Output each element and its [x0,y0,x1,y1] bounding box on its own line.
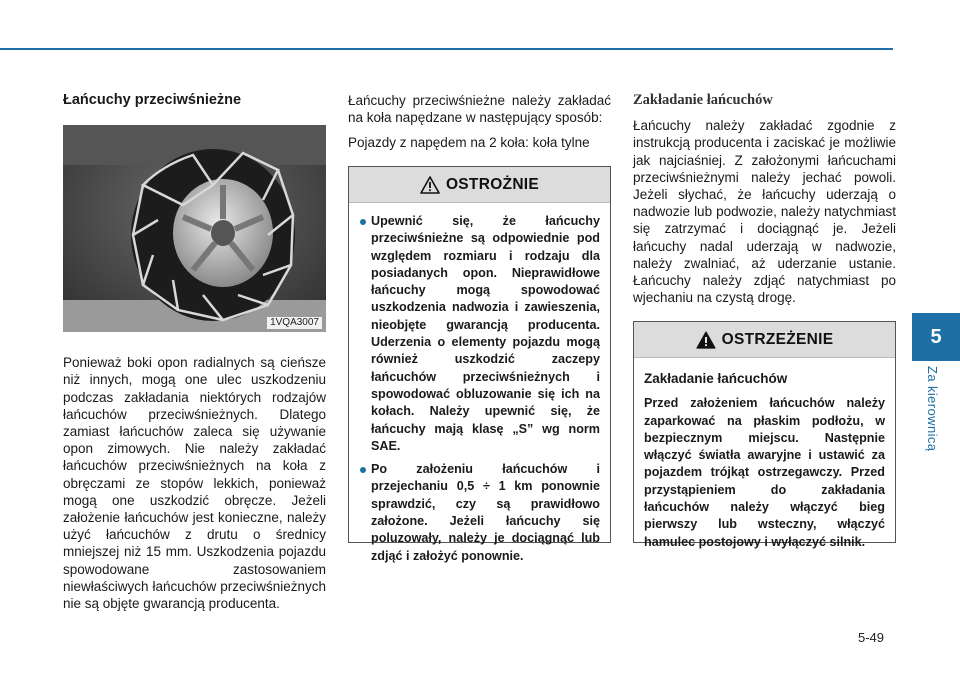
caution-box [348,166,611,563]
warning-title: Zakładanie łańcuchów [644,371,788,386]
section-title-chain-installation: Zakładanie łańcuchów [633,92,773,108]
snow-chain-paragraph: Ponieważ boki opon radialnych są cieńsze niż innych, mogą one ulec uszkodzeniu podczas zakładania niektórych rodzajów łańcuchów przeciwśnieżnych. Dlatego zamiast łańcuchów zaleca się używanie opon zimowych. Nie należy zakładać łańcuchów przeciwśnieżnych na koła z obręczami ze stopów lekkich, ponieważ mogą one uszkodzić obręcze. Jeżeli założenie łańcuchów jest konieczne, należy użyć łańcuchów z drutu o średnicy mniejszej niż 15 mm. Uszkodzenia pojazdu spowodowane zastosowaniem niewłaściwych łańcuchów przeciwśnieżnych nie są objęte gwarancją producenta. [63,355,326,612]
page-number: 5-49 [858,630,885,645]
caution-bullet: Upewnić się, że łańcuchy przeciwśnieżne są odpowiednie pod względem rozmiaru i rodzaju dla posiadanych opon. Nieprawidłowe łańcuchy mogą spowodować uszkodzenia nadwozia i zawieszenia, nieobjęte gwarancją producenta. Uderzenia o elementy pojazdu mogą również uszkodzić zaczepy łańcuchów przeciwśnieżnych i spowodować obluzowanie się ich na kołach. Należy upewnić się, że łańcuchy mają klasę „S” wg norm SAE. [359,213,600,455]
caution-label: OSTROŻNIE [445,175,540,193]
drive-type-text: Pojazdy z napędem na 2 koła: koła tylne [348,135,590,151]
photo-code: 1VQA3007 [267,317,322,329]
top-rule [0,48,893,50]
warning-box [633,321,896,549]
chapter-label: Za kierownicą [925,366,940,452]
caution-bullet: Po założeniu łańcuchów i przejechaniu 0,5 ÷ 1 km ponownie sprawdzić, czy są prawidłowo założone. Jeżeli łańcuchy się poluzowały, należy je dociągnąć lub zdjąć i założyć ponownie. [359,461,600,565]
warning-header [634,322,895,358]
warning-triangle-icon [420,176,440,194]
chain-intro-text: Łańcuchy przeciwśnieżne należy zakładać na koła napędzane w następujący sposób: [348,93,611,126]
warning-body [634,358,895,551]
left-column [63,92,326,620]
middle-column [348,92,611,160]
section-title-snow-chains: Łańcuchy przeciwśnieżne [63,92,242,108]
tire-with-chain-illustration [63,125,326,332]
chapter-label-container [924,366,944,486]
chain-installation-paragraph: Łańcuchy należy zakładać zgodnie z instrukcją producenta i zaciskać je możliwie jak najciaśniej. Z założonymi łańcuchami przeciwśnieżnymi należy jechać powoli. Jeżeli słychać, że łańcuchy uderzają o nadwozie lub podwozie, należy natychmiast się zatrzymać i dociągnąć je. Jeżeli łańcuchy nadal uderzają w nadwozie, należy zwalniać, aż uderzanie ustanie. Łańcuchy należy zdjąć natychmiast po wjechaniu na czystą drogę. [633,118,896,306]
warning-label: OSTRZEŻENIE [721,330,834,348]
caution-body [349,203,610,565]
warning-filled-triangle-icon [696,331,716,349]
warning-text: Przed założeniem łańcuchów należy zaparkować na płaskim podłożu, w bezpiecznym miejscu. Następnie włączyć światła awaryjne i ustawić za pojazdem trójkąt ostrzegawczy. Przed przystąpieniem do zakładania łańcuchów należy włączyć bieg pierwszy lub wsteczny, włączyć hamulec postojowy i wyłączyć silnik. [644,396,885,549]
right-column [633,92,896,314]
snow-chain-photo [63,125,326,332]
caution-header [349,167,610,203]
chapter-tab[interactable]: 5 [912,313,960,361]
